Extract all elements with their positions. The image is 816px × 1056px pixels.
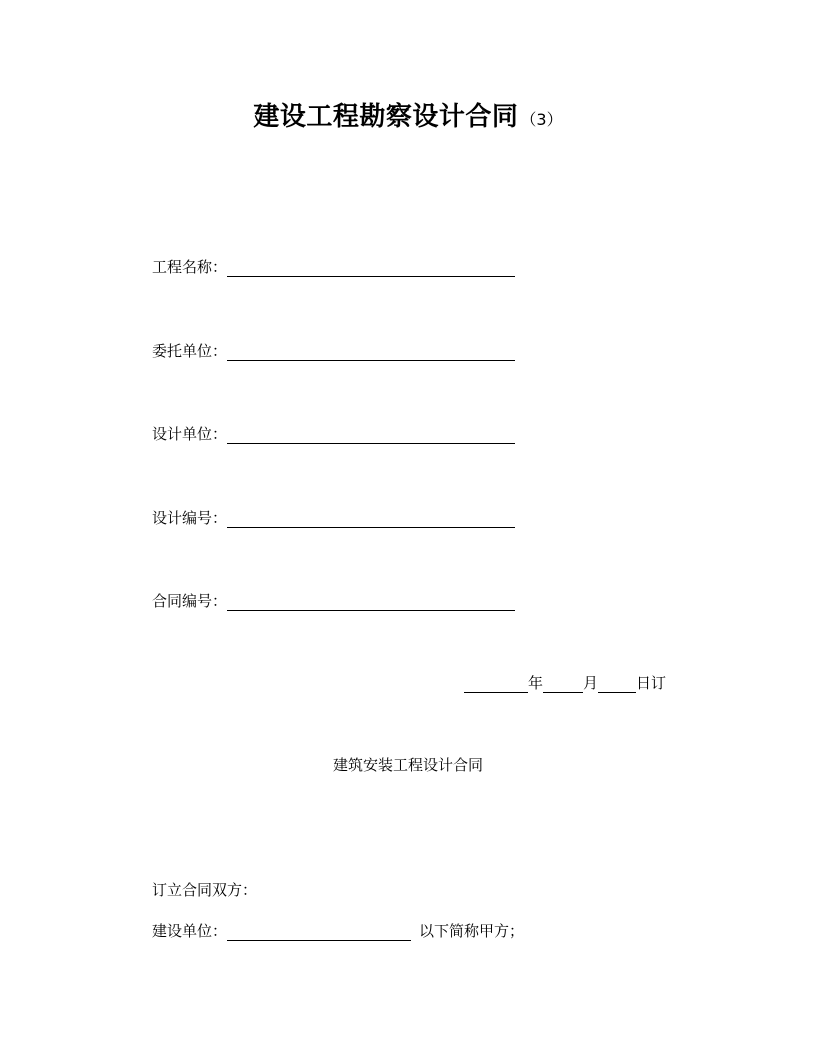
day-blank[interactable]	[598, 676, 636, 693]
project-name-blank[interactable]	[227, 260, 515, 277]
builder-unit-label: 建设单位：	[152, 922, 228, 940]
client-unit-label: 委托单位：	[152, 342, 228, 360]
contract-number-label: 合同编号：	[152, 592, 228, 610]
signing-date	[464, 672, 666, 693]
builder-unit-blank[interactable]	[227, 924, 411, 941]
design-number-blank[interactable]	[227, 511, 515, 528]
contract-subtitle: 建筑安装工程设计合同	[332, 756, 483, 774]
year-label: 年	[528, 674, 544, 692]
month-blank[interactable]	[543, 676, 583, 693]
year-blank[interactable]	[464, 676, 528, 693]
client-unit-field	[152, 340, 515, 361]
document-title	[0, 96, 816, 133]
month-label: 月	[583, 674, 599, 692]
design-number-field	[152, 507, 515, 528]
design-unit-field	[152, 423, 515, 444]
parties-label: 订立合同双方：	[152, 881, 258, 899]
builder-unit-suffix: 以下简称甲方；	[419, 922, 525, 940]
design-number-label: 设计编号：	[152, 509, 228, 527]
contract-number-blank[interactable]	[227, 594, 515, 611]
contract-number-field	[152, 590, 515, 611]
design-unit-label: 设计单位：	[152, 425, 228, 443]
client-unit-blank[interactable]	[227, 344, 515, 361]
project-name-field	[152, 256, 515, 277]
builder-unit-field	[152, 920, 524, 941]
design-unit-blank[interactable]	[227, 427, 515, 444]
title-number: （3）	[520, 110, 563, 129]
title-main: 建设工程勘察设计合同	[253, 102, 519, 132]
project-name-label: 工程名称：	[152, 258, 228, 276]
day-label: 日订	[636, 674, 667, 692]
